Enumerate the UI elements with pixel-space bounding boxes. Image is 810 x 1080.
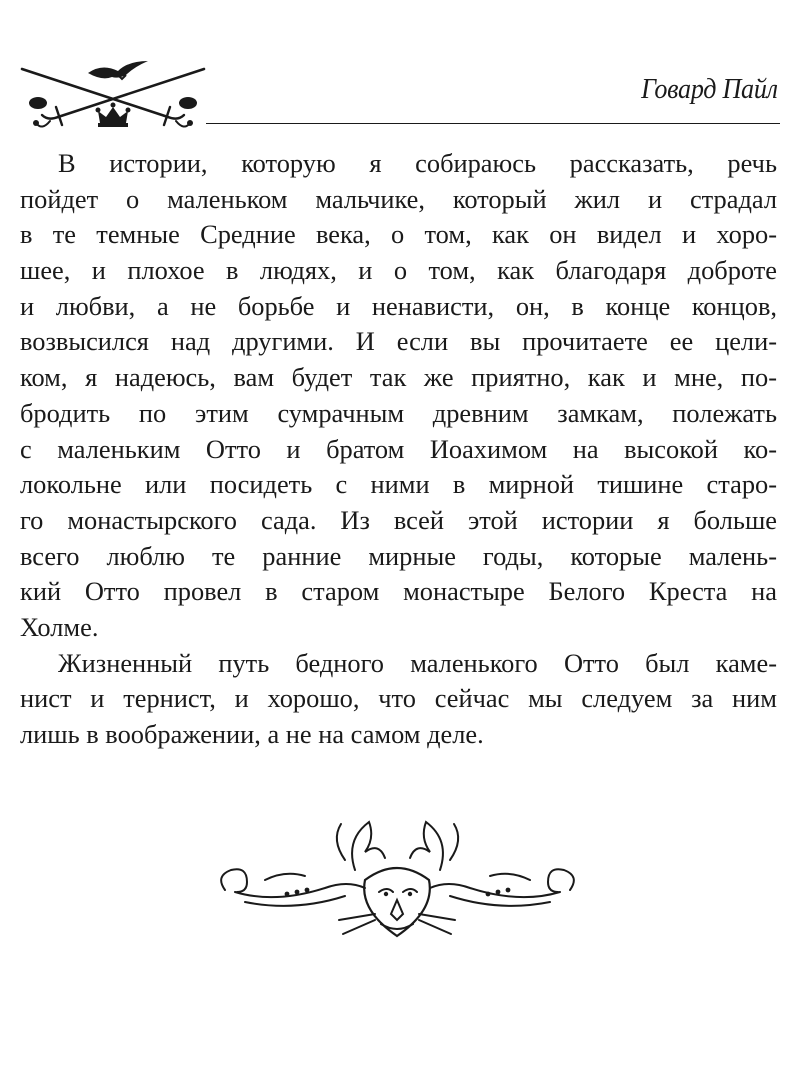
lion-mask-scroll-ornament-icon [205,810,590,960]
text-line: лишь в воображении, а не на самом деле. [20,719,484,749]
text-line: и любви, а не борьбе и ненависти, он, в конце концов, [20,290,777,321]
text-line: возвысился над другими. И если вы прочитаете ее цели- [20,326,777,357]
text-line: Холме. [20,611,99,642]
text-line: кий Отто провел в старом монастыре Белого Креста на [20,576,777,607]
text-line: пойдет о маленьком мальчике, который жил и страдал [20,183,777,214]
body-text [20,146,777,753]
text-line: с маленьким Отто и братом Иоахимом на высокой ко- [20,433,777,464]
text-line: шее, и плохое в людях, и о том, как благодаря доброте [20,255,777,286]
text-line: всего люблю те ранние мирные годы, которые малень- [20,540,777,571]
text-line: го монастырского сада. Из всей этой истории я больше [20,504,777,535]
running-head-author: Говард Пайл [641,73,778,105]
text-line: нист и тернист, и хорошо, что сейчас мы следуем за ним [20,683,777,714]
text-line: в те темные Средние века, о том, как он видел и хоро- [20,219,777,250]
text-line: бродить по этим сумрачным древним замкам, полежать [20,397,777,428]
text-line: ком, я надеюсь, вам будет так же приятно, как и мне, по- [20,362,777,393]
text-line: локольне или посидеть с ними в мирной тишине старо- [20,469,777,500]
page-header [18,55,780,135]
text-line: Жизненный путь бедного маленького Отто был каме- [58,647,777,678]
header-rule [206,123,780,124]
text-line: В истории, которую я собираюсь рассказать, речь [58,148,777,178]
crossed-swords-crown-eagle-icon [18,55,208,133]
